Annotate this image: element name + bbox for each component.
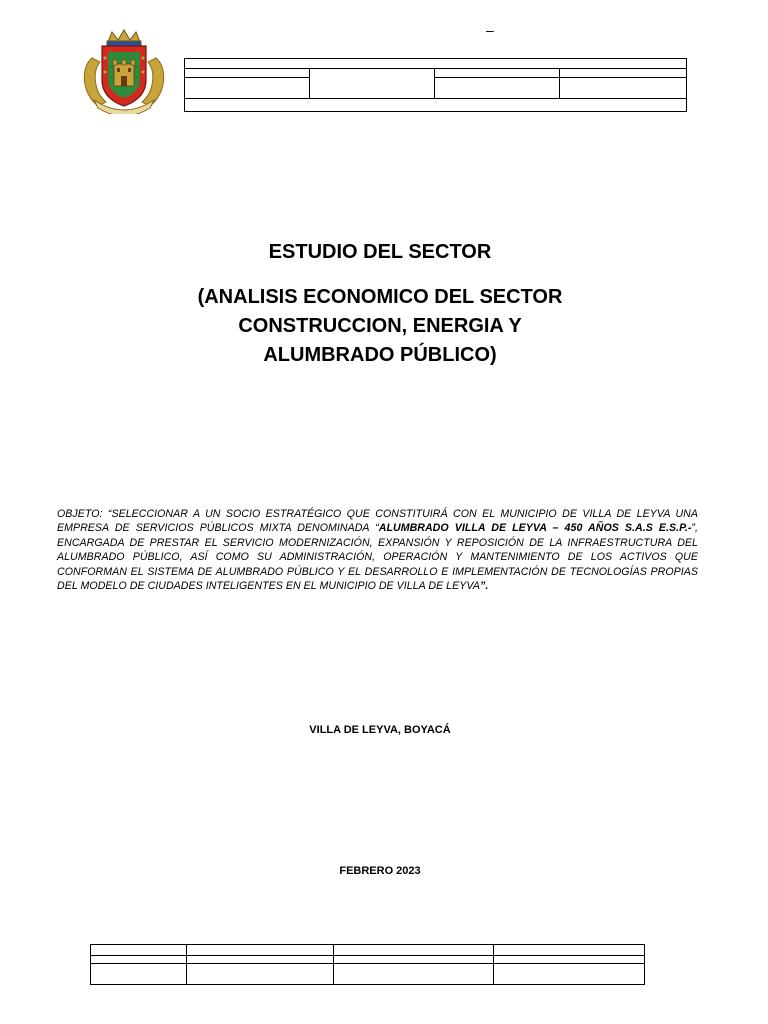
objeto-paragraph	[57, 507, 698, 593]
header-table-cell	[185, 59, 687, 69]
footer-table-cell	[334, 945, 494, 956]
footer-table-cell	[187, 956, 334, 964]
document-subtitle-line: CONSTRUCCION, ENERGIA Y	[238, 315, 522, 337]
document-subtitle-line: (ANALISIS ECONOMICO DEL SECTOR	[197, 286, 563, 308]
header-table-cell	[560, 69, 687, 78]
footer-table-cell	[91, 956, 187, 964]
objeto-text: ”, ENCARGADA DE PRESTAR EL SERVICIO MODERNIZACIÓN, EXPANSIÓN Y REPOSICIÓN DE LA INFRAESTRUCTURA DEL ALUMBRADO PÚBLICO, ASÍ COMO SU ADMINISTRACIÓN, OPERACIÓN Y MANTENIMIENTO DE LOS ACTIVOS QUE CONFORMAN EL SISTEMA DE ALUMBRADO PÚBLICO Y EL DESARROLLO E IMPLEMENTACIÓN DE TECNOLOGÍAS PROPIAS DEL MODELO DE CIUDADES INTELIGENTES EN EL MUNICIPIO DE VILLA DE LEYVA	[57, 522, 698, 593]
header-table-cell	[185, 99, 687, 112]
document-place: VILLA DE LEYVA, BOYACÁ	[309, 724, 451, 736]
footer-table-cell	[334, 956, 494, 964]
footer-table-cell	[91, 945, 187, 956]
header-table-cell	[185, 78, 310, 99]
header-table	[184, 58, 687, 112]
header-table-cell	[310, 69, 435, 99]
footer-table-cell	[91, 964, 187, 985]
title-block	[130, 238, 630, 370]
footer-table-cell	[494, 964, 645, 985]
objeto-company-name: ALUMBRADO VILLA DE LEYVA – 450 AÑOS S.A.S E.S.P.-	[378, 522, 692, 535]
document-title: ESTUDIO DEL SECTOR	[268, 241, 492, 263]
header-table-cell	[435, 78, 560, 99]
header-table-cell	[560, 78, 687, 99]
header-table-cell	[185, 69, 310, 78]
footer-table	[90, 944, 645, 985]
coat-of-arms-icon	[78, 28, 170, 114]
footer-table-cell	[334, 964, 494, 985]
header-dash: –	[486, 22, 494, 38]
footer-table-cell	[187, 945, 334, 956]
objeto-closing: ”.	[480, 580, 489, 593]
document-subtitle-line: ALUMBRADO PÚBLICO)	[263, 344, 497, 366]
header-table-cell	[435, 69, 560, 78]
footer-table-cell	[494, 956, 645, 964]
document-date: FEBRERO 2023	[339, 865, 421, 877]
objeto-text: OBJETO: “SELECCIONAR A UN SOCIO ESTRATÉGICO QUE CONSTITUIRÁ CON EL MUNICIPIO DE VILLA DE LEYVA UNA EMPRESA DE SERVICIOS PÚBLICOS MIXTA DENOMINADA “	[57, 508, 698, 535]
footer-table-cell	[494, 945, 645, 956]
footer-table-cell	[187, 964, 334, 985]
